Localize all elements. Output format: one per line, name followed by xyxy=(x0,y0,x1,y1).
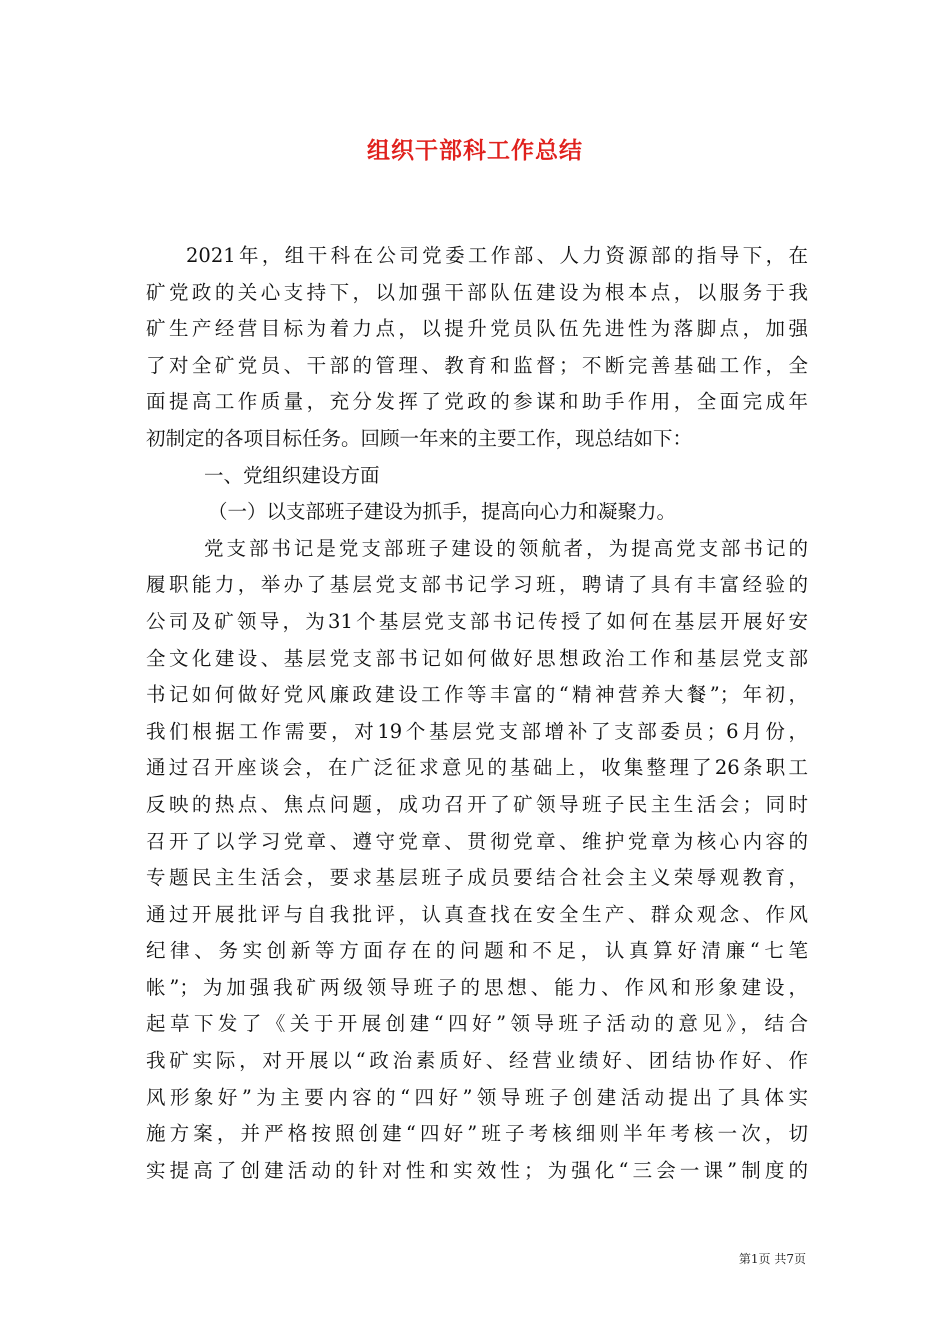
body-line: 召开了以学习党章、遵守党章、贯彻党章、维护党章为核心内容的 xyxy=(146,829,808,853)
subsection-heading: （一）以支部班子建设为抓手，提高向心力和凝聚力。 xyxy=(208,500,677,524)
body-line: 2021年，组干科在公司党委工作部、人力资源部的指导下，在 xyxy=(186,244,808,267)
body-line: 履职能力，举办了基层党支部书记学习班，聘请了具有丰富经验的 xyxy=(146,573,808,597)
body-line: 通过召开座谈会，在广泛征求意见的基础上，收集整理了26条职工 xyxy=(146,756,808,780)
body-line: 纪律、务实创新等方面存在的问题和不足，认真算好清廉“七笔 xyxy=(146,939,808,963)
body-line: 风形象好”为主要内容的“四好”领导班子创建活动提出了具体实 xyxy=(146,1085,808,1109)
document-body xyxy=(146,238,808,1189)
body-line: 了对全矿党员、干部的管理、教育和监督；不断完善基础工作，全 xyxy=(146,353,808,377)
body-line: 通过开展批评与自我批评，认真查找在安全生产、群众观念、作风 xyxy=(146,902,808,926)
body-line: 实提高了创建活动的针对性和实效性；为强化“三会一课”制度的 xyxy=(146,1158,808,1182)
body-line: 党支部书记是党支部班子建设的领航者，为提高党支部书记的 xyxy=(204,536,808,560)
section-heading: 一、党组织建设方面 xyxy=(204,463,380,487)
body-line: 起草下发了《关于开展创建“四好”领导班子活动的意见》，结合 xyxy=(146,1012,808,1036)
body-line: 全文化建设、基层党支部书记如何做好思想政治工作和基层党支部 xyxy=(146,646,808,670)
body-line: 专题民主生活会，要求基层班子成员要结合社会主义荣辱观教育， xyxy=(146,866,808,890)
body-line: 公司及矿领导，为31个基层党支部书记传授了如何在基层开展好安 xyxy=(146,609,808,633)
document-title: 组织干部科工作总结 xyxy=(367,137,583,164)
body-line: 反映的热点、焦点问题，成功召开了矿领导班子民主生活会；同时 xyxy=(146,792,808,816)
body-line: 面提高工作质量，充分发挥了党政的参谋和助手作用，全面完成年 xyxy=(146,390,808,414)
body-line: 施方案，并严格按照创建“四好”班子考核细则半年考核一次，切 xyxy=(146,1122,808,1146)
body-line: 矿生产经营目标为着力点，以提升党员队伍先进性为落脚点，加强 xyxy=(146,317,808,341)
body-line: 帐”；为加强我矿两级领导班子的思想、能力、作风和形象建设， xyxy=(146,975,808,999)
body-line: 初制定的各项目标任务。回顾一年来的主要工作，现总结如下： xyxy=(146,426,693,450)
body-line: 矿党政的关心支持下，以加强干部队伍建设为根本点，以服务于我 xyxy=(146,280,808,304)
body-line: 书记如何做好党风廉政建设工作等丰富的“精神营养大餐”；年初， xyxy=(146,683,808,707)
body-line: 我矿实际，对开展以“政治素质好、经营业绩好、团结协作好、作 xyxy=(146,1049,808,1073)
body-line: 我们根据工作需要，对19个基层党支部增补了支部委员；6月份， xyxy=(146,719,808,743)
page-number-footer: 第1页 共7页 xyxy=(738,1252,806,1266)
